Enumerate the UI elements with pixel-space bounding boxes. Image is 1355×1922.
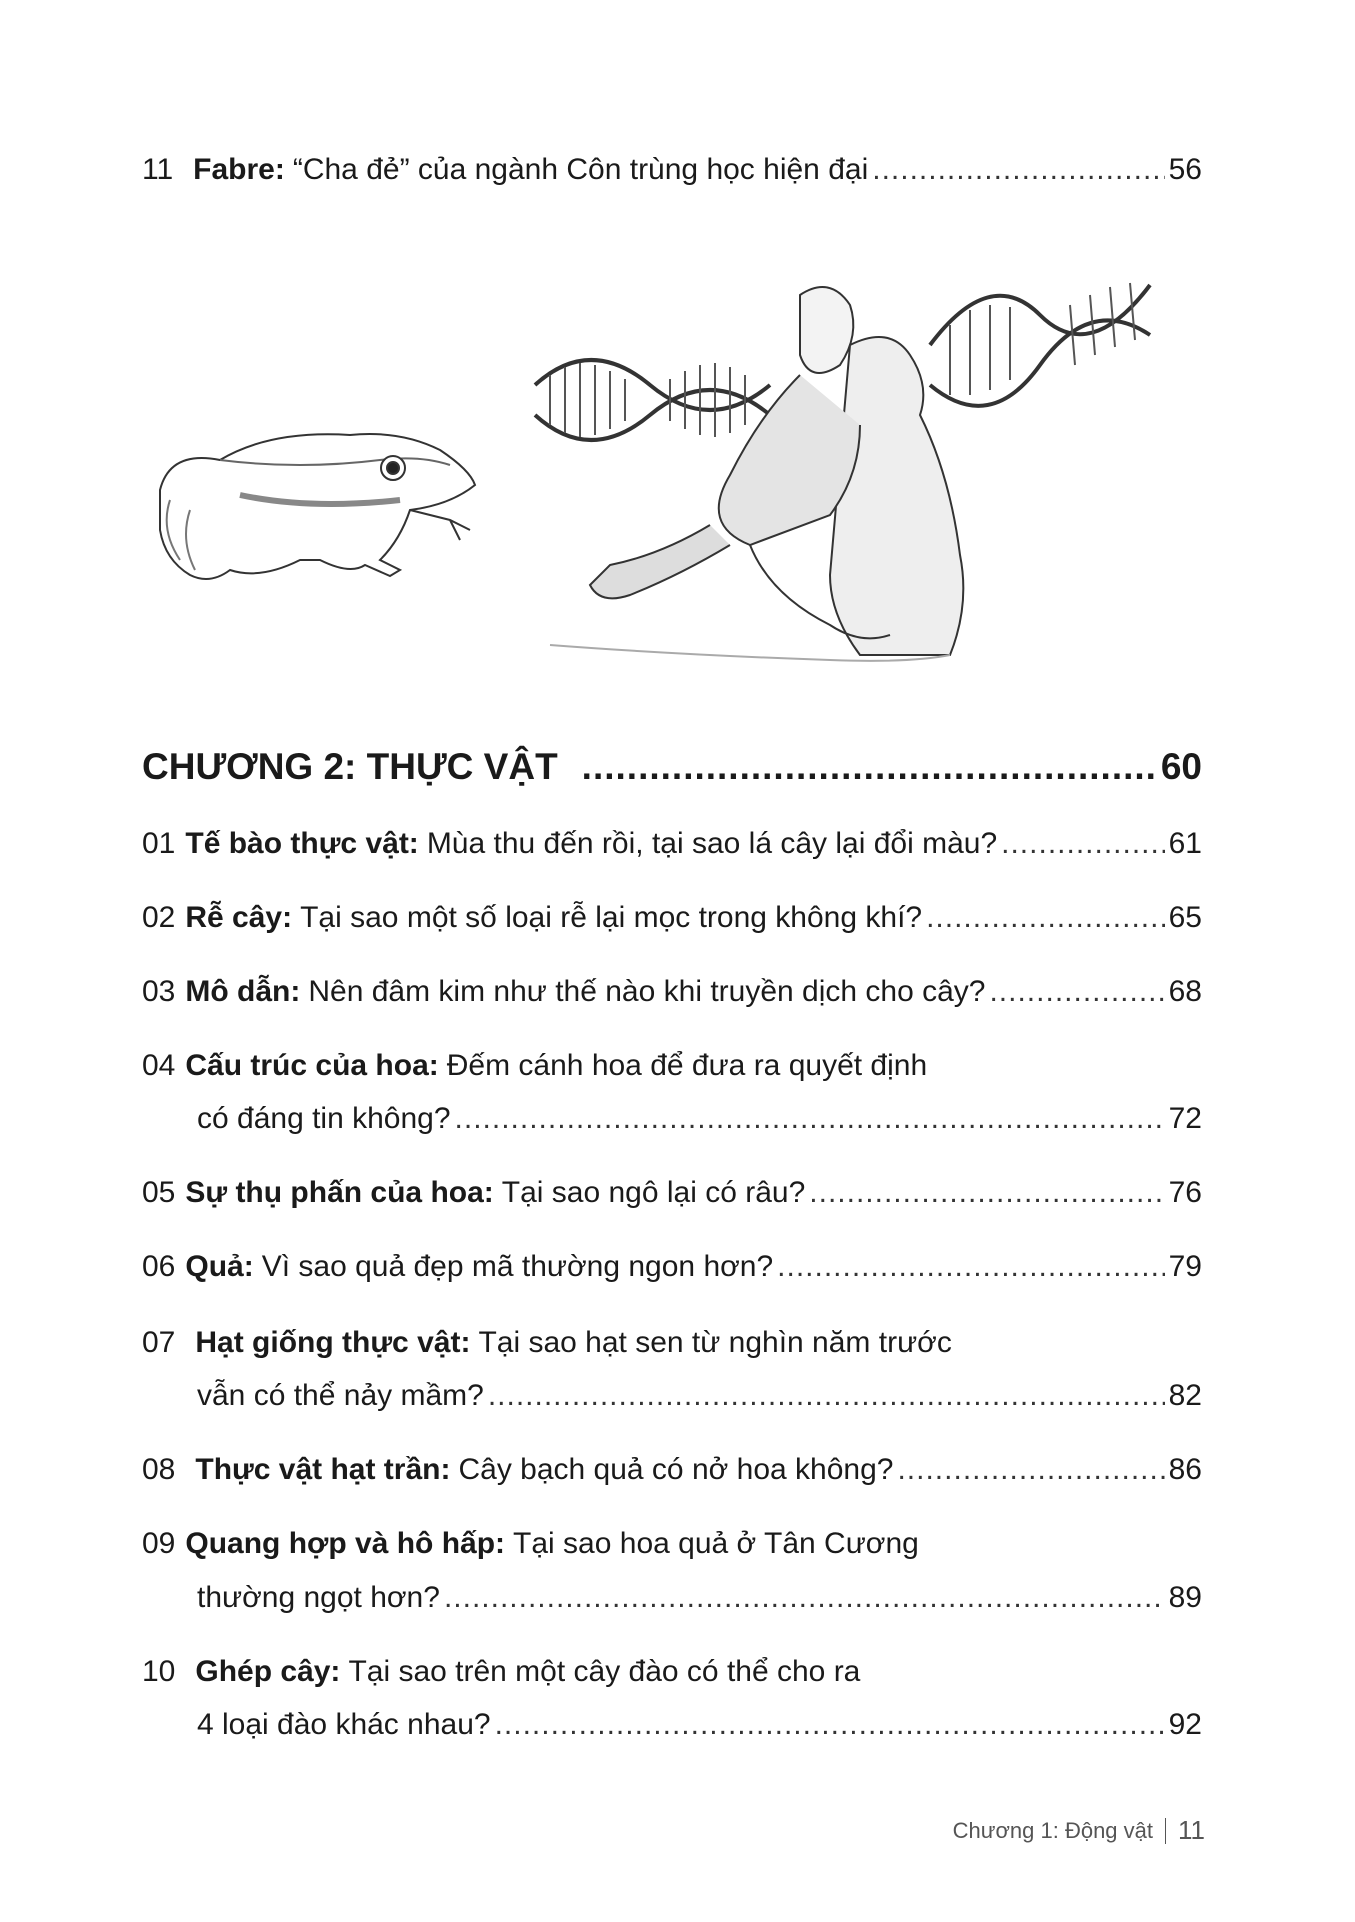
entry-number: 03 — [142, 975, 176, 1008]
entry-page: 65 — [1168, 901, 1202, 934]
entry-topic: Cấu trúc của hoa: — [185, 1049, 439, 1082]
entry-page: 79 — [1168, 1250, 1202, 1283]
dot-leader — [926, 898, 1165, 938]
dot-leader — [488, 1376, 1165, 1416]
dot-leader — [989, 972, 1164, 1012]
dot-leader — [872, 150, 1164, 190]
entry-title: Cây bạch quả có nở hoa không? — [458, 1453, 894, 1486]
entry-topic: Thực vật hạt trần: — [195, 1453, 451, 1486]
entry-number: 02 — [142, 901, 176, 934]
entry-number: 09 — [142, 1527, 176, 1560]
entry-title: Tại sao hoa quả ở Tân Cương — [513, 1527, 919, 1560]
entry-topic: Mô dẫn: — [185, 975, 301, 1008]
footer-divider — [1165, 1818, 1166, 1844]
entry-title: Nên đâm kim như thế nào khi truyền dịch cho cây? — [308, 975, 986, 1008]
entry-number: 11 — [142, 153, 174, 186]
dot-leader — [444, 1578, 1165, 1618]
toc-entry — [142, 898, 1202, 938]
running-footer-label: Chương 1: Động vật — [952, 1817, 1153, 1843]
toc-entry-continuation — [197, 1578, 1202, 1618]
entry-title-continued: vẫn có thể nảy mầm? — [197, 1379, 484, 1412]
entry-title: “Cha đẻ” của ngành Côn trùng học hiện đại — [292, 153, 869, 186]
entry-page: 68 — [1168, 975, 1202, 1008]
entry-topic: Quả: — [185, 1250, 254, 1283]
toc-entry — [142, 1652, 1202, 1692]
entry-topic: Fabre: — [193, 153, 285, 186]
entry-number: 01 — [142, 827, 176, 860]
entry-topic: Quang hợp và hô hấp: — [185, 1527, 506, 1560]
toc-entry — [142, 972, 1202, 1012]
entry-title: Vì sao quả đẹp mã thường ngon hơn? — [261, 1250, 774, 1283]
toc-entry — [142, 1173, 1202, 1213]
toc-entry-continuation — [197, 1705, 1202, 1745]
toc-entry — [142, 1524, 1202, 1564]
page-footer — [953, 1815, 1205, 1846]
toc-entry — [142, 150, 1202, 190]
chapter-heading — [142, 746, 1202, 788]
toc-entry-continuation — [197, 1099, 1202, 1139]
dot-leader — [495, 1705, 1165, 1745]
entry-topic: Sự thụ phấn của hoa: — [185, 1176, 494, 1209]
toc-entry — [142, 1323, 1202, 1363]
entry-page: 89 — [1168, 1581, 1202, 1614]
dot-leader — [897, 1450, 1164, 1490]
entry-title: Tại sao một số loại rễ lại mọc trong không khí? — [300, 901, 923, 934]
entry-number: 05 — [142, 1176, 176, 1209]
entry-title: Tại sao ngô lại có râu? — [501, 1176, 806, 1209]
page-number: 11 — [1178, 1815, 1205, 1845]
entry-number: 10 — [142, 1655, 176, 1688]
entry-page: 82 — [1168, 1379, 1202, 1412]
toc-entry — [142, 824, 1202, 864]
entry-topic: Ghép cây: — [195, 1655, 341, 1688]
entry-number: 04 — [142, 1049, 176, 1082]
entry-title: Mùa thu đến rồi, tại sao lá cây lại đổi màu? — [426, 827, 998, 860]
entry-number: 07 — [142, 1326, 176, 1359]
entry-topic: Rễ cây: — [185, 901, 293, 934]
entry-page: 72 — [1168, 1102, 1202, 1135]
dot-leader — [809, 1173, 1164, 1213]
entry-title-continued: có đáng tin không? — [197, 1102, 451, 1135]
entry-number: 06 — [142, 1250, 176, 1283]
toc-entry-continuation — [197, 1376, 1202, 1416]
entry-number: 08 — [142, 1453, 176, 1486]
chapter-page: 60 — [1160, 746, 1202, 787]
dna-girl-dog-illustration — [530, 275, 1155, 675]
entry-page: 86 — [1168, 1453, 1202, 1486]
toc-entry — [142, 1247, 1202, 1287]
dot-leader — [455, 1099, 1165, 1139]
entry-title: Tại sao hạt sen từ nghìn năm trước — [478, 1326, 952, 1359]
entry-page: 76 — [1168, 1176, 1202, 1209]
entry-title: Tại sao trên một cây đào có thể cho ra — [348, 1655, 861, 1688]
entry-page: 61 — [1168, 827, 1202, 860]
entry-title-continued: 4 loại đào khác nhau? — [197, 1708, 491, 1741]
chapter-title: CHƯƠNG 2: THỰC VẬT — [142, 746, 558, 787]
toc-entry — [142, 1450, 1202, 1490]
dot-leader — [1001, 824, 1164, 864]
entry-page: 92 — [1168, 1708, 1202, 1741]
entry-topic: Tế bào thực vật: — [185, 827, 419, 860]
entry-topic: Hạt giống thực vật: — [195, 1326, 471, 1359]
toc-entry — [142, 1046, 1202, 1086]
dot-leader — [582, 746, 1157, 788]
entry-title: Đếm cánh hoa để đưa ra quyết định — [446, 1049, 928, 1082]
frog-illustration — [150, 410, 490, 595]
dot-leader — [777, 1247, 1164, 1287]
entry-title-continued: thường ngọt hơn? — [197, 1581, 440, 1614]
entry-page: 56 — [1168, 153, 1202, 186]
